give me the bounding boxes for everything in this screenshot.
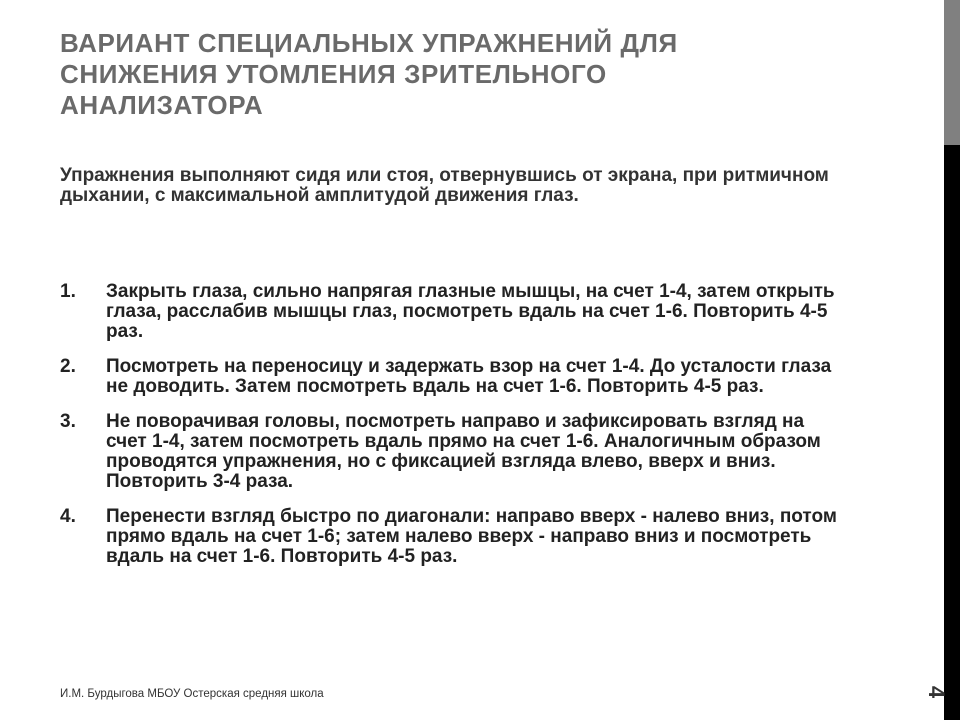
page-number: 4 [924, 685, 949, 699]
exercise-number: 2. [60, 356, 76, 377]
exercise-text: Закрыть глаза, сильно напрягая глазные мышцы, на счет 1-4, затем открыть глаза, расслабив мышцы глаз, посмотреть вдаль на счет 1-6. Повторить 4-5 раз. [106, 281, 835, 342]
exercise-list [60, 282, 850, 582]
exercise-number: 1. [60, 281, 76, 302]
exercise-item [60, 357, 850, 397]
exercise-text: Посмотреть на переносицу и задержать взор на счет 1-4. До усталости глаза не доводить. Затем посмотреть вдаль на счет 1-6. Повторить 4-5 раз. [106, 356, 832, 397]
exercise-item [60, 282, 850, 342]
exercise-text: Перенести взгляд быстро по диагонали: направо вверх - налево вниз, потом прямо вдаль на счет 1-6; затем налево вверх - направо вниз и посмотреть вдаль на счет 1-6. Повторить 4-5 раз. [106, 506, 837, 567]
exercise-number: 4. [60, 506, 76, 527]
slide-footer: И.М. Бурдыгова МБОУ Остерская средняя школа [60, 688, 324, 700]
slide-sidebar-accent [944, 0, 960, 145]
exercise-item [60, 507, 850, 567]
exercise-text: Не поворачивая головы, посмотреть направо и зафиксировать взгляд на счет 1-4, затем посмотреть вдаль прямо на счет 1-6. Аналогичным образом проводятся упражнения, но с фиксацией взгляда влево, вверх и вниз. Повторить 3-4 раза. [106, 411, 821, 492]
exercise-number: 3. [60, 411, 76, 432]
slide-intro-text: Упражнения выполняют сидя или стоя, отвернувшись от экрана, при ритмичном дыхании, с максимальной амплитудой движения глаз. [60, 165, 829, 206]
exercise-item [60, 412, 850, 492]
slide-title: ВАРИАНТ СПЕЦИАЛЬНЫХ УПРАЖНЕНИЙ ДЛЯ СНИЖЕНИЯ УТОМЛЕНИЯ ЗРИТЕЛЬНОГО АНАЛИЗАТОРА [60, 28, 678, 120]
slide-sidebar-bar [944, 0, 960, 720]
